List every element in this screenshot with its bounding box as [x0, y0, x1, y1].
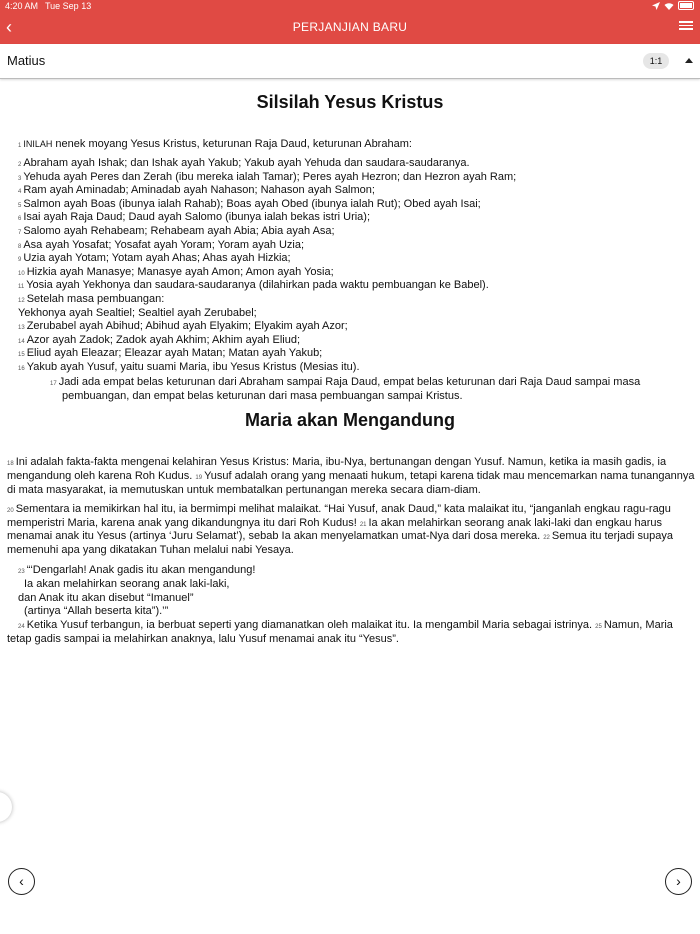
poem-line-1: 23 “‘Dengarlah! Anak gadis itu akan mengandung!	[18, 564, 256, 576]
previous-chapter-button[interactable]: ‹	[8, 868, 35, 895]
poem-line-2: Ia akan melahirkan seorang anak laki-laki,	[24, 578, 230, 590]
genealogy-line: 11 Yosia ayah Yekhonya dan saudara-saudaranya (dilahirkan pada waktu pembuangan ke Babel).	[18, 279, 489, 291]
verse-24: 24 Ketika Yusuf terbangun, ia berbuat seperti yang diamanatkan oleh malaikat itu. Ia mengambil Maria sebagai istrinya. 25 Namun, Maria	[18, 619, 673, 631]
book-selector[interactable]: Matius	[7, 53, 46, 68]
status-date: Tue Sep 13	[45, 1, 92, 11]
verse-22-cont: memenuhi apa yang dikatakan Tuhan melalui nabi Yesaya.	[7, 544, 294, 556]
genealogy-line: 7 Salomo ayah Rehabeam; Rehabeam ayah Abia; Abia ayah Asa;	[18, 225, 335, 237]
verse-19-cont: di mata masyarakat, ia memutuskan untuk membatalkan pertunangan mereka secara diam-diam.	[7, 484, 481, 496]
genealogy-line: 6 Isai ayah Raja Daud; Daud ayah Salomo (ibunya ialah bekas istri Uria);	[18, 211, 371, 223]
genealogy-line: 16 Yakub ayah Yusuf, yaitu suami Maria, ibu Yesus Kristus (Mesias itu).	[18, 361, 360, 373]
verse-selector[interactable]: 1:1	[643, 53, 669, 69]
genealogy-line: 10 Hizkia ayah Manasye; Manasye ayah Amon; Amon ayah Yosia;	[18, 266, 334, 278]
verse-18: 18 Ini adalah fakta-fakta mengenai kelahiran Yesus Kristus: Maria, ibu-Nya, bertunangan dengan Yusuf. Namun, ketika ia masih gadis, ia	[7, 456, 667, 468]
genealogy-line: 2 Abraham ayah Ishak; dan Ishak ayah Yakub; Yakub ayah Yehuda dan saudara-saudaranya.	[18, 157, 470, 169]
status-bar	[0, 0, 700, 13]
genealogy-line: 14 Azor ayah Zadok; Zadok ayah Akhim; Akhim ayah Eliud;	[18, 334, 300, 346]
battery-icon	[678, 1, 694, 10]
verse-25-cont: tetap gadis sampai ia melahirkan anaknya, lalu Yusuf menamai anak itu “Yesus”.	[7, 633, 399, 645]
verse-21: memperistri Maria, karena anak yang dikandungnya itu dari Roh Kudus! 21 Ia akan melahirkan seorang anak laki-laki dan engkau harus	[7, 517, 663, 529]
verse-1: 1 INILAH nenek moyang Yesus Kristus, keturunan Raja Daud, keturunan Abraham:	[18, 138, 412, 150]
genealogy-line: 4 Ram ayah Aminadab; Aminadab ayah Nahason; Nahason ayah Salmon;	[18, 184, 375, 196]
poem-line-3: dan Anak itu akan disebut “Imanuel”	[18, 592, 194, 604]
wifi-icon	[664, 2, 674, 10]
verse-20: 20 Sementara ia memikirkan hal itu, ia bermimpi melihat malaikat. “Hai Yusuf, anak Daud,” kata malaikat itu, “janganlah engkau ragu-ragu	[7, 503, 671, 515]
genealogy-line: 12 Setelah masa pembuangan:	[18, 293, 165, 305]
back-button[interactable]: ‹	[6, 17, 12, 37]
location-icon	[652, 2, 660, 10]
verse-22: menamai anak itu Yesus (artinya ‘Juru Selamat’), sebab Ia akan menyelamatkan umat-Nya dari dosa mereka. 22 Semua itu terjadi supaya	[7, 530, 673, 542]
menu-icon[interactable]	[679, 19, 693, 33]
verse-17: 17 Jadi ada empat belas keturunan dari Abraham sampai Raja Daud, empat belas keturunan dari Raja Daud sampai masa	[50, 376, 641, 388]
poem-line-4: (artinya “Allah beserta kita”).’”	[24, 605, 169, 617]
verse-17-cont: pembuangan, dan empat belas keturunan dari masa pembuangan sampai Kristus.	[62, 390, 463, 402]
top-nav-bar	[0, 13, 700, 44]
genealogy-line: 15 Eliud ayah Eleazar; Eleazar ayah Matan; Matan ayah Yakub;	[18, 347, 323, 359]
side-drawer-handle[interactable]	[0, 792, 12, 822]
status-icons	[652, 1, 694, 10]
collapse-caret-icon[interactable]	[685, 58, 693, 63]
page-title: PERJANJIAN BARU	[292, 20, 408, 34]
genealogy-line: 13 Zerubabel ayah Abihud; Abihud ayah Elyakim; Elyakim ayah Azor;	[18, 320, 348, 332]
genealogy-line: 5 Salmon ayah Boas (ibunya ialah Rahab); Boas ayah Obed (ibunya ialah Rut); Obed ayah Isai;	[18, 198, 481, 210]
verse-19: mengandung oleh karena Roh Kudus. 19 Yusuf adalah orang yang menaati hukum, tetapi karena tidak mau mencemarkan nama tunangannya	[7, 470, 695, 482]
genealogy-line: Yekhonya ayah Sealtiel; Sealtiel ayah Zerubabel;	[18, 307, 257, 319]
book-bar	[0, 44, 700, 79]
next-chapter-button[interactable]: ›	[665, 868, 692, 895]
genealogy-line: 3 Yehuda ayah Peres dan Zerah (ibu mereka ialah Tamar); Peres ayah Hezron; dan Hezron ayah Ram;	[18, 171, 517, 183]
genealogy-line: 8 Asa ayah Yosafat; Yosafat ayah Yoram; Yoram ayah Uzia;	[18, 239, 305, 251]
status-time: 4:20 AM	[5, 1, 39, 11]
genealogy-line: 9 Uzia ayah Yotam; Yotam ayah Ahas; Ahas ayah Hizkia;	[18, 252, 291, 264]
section-heading-1: Silsilah Yesus Kristus	[256, 92, 444, 112]
section-heading-2: Maria akan Mengandung	[244, 410, 456, 430]
